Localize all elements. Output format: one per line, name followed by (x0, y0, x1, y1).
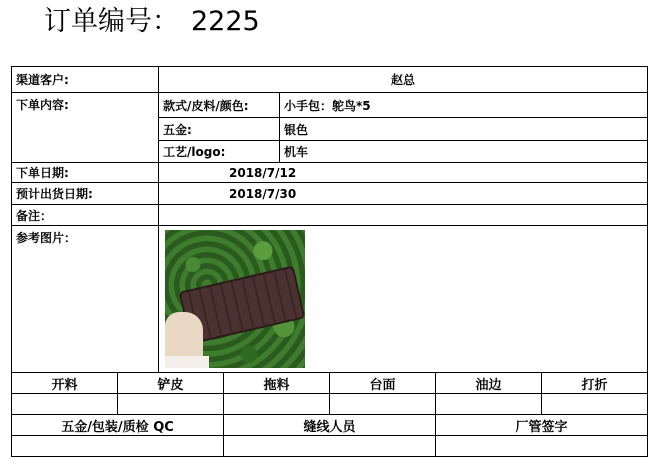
reference-row (12, 226, 648, 373)
signoff-sewing: 缝线人员 (224, 415, 436, 436)
process-blank-row (12, 394, 648, 415)
note-value (159, 205, 648, 226)
customer-row (12, 67, 648, 93)
step-bench-sign (330, 394, 436, 415)
content-label: 下单内容: (12, 93, 159, 163)
order-number-title (44, 4, 260, 40)
process-signoff-table (11, 372, 648, 457)
process-header-row (12, 373, 648, 394)
note-label: 备注： (12, 205, 159, 226)
order-date-row (12, 163, 648, 183)
order-number-value: 2225 (191, 6, 260, 37)
order-date-value: 2018/7/12 (159, 163, 648, 183)
signoff-header-row (12, 415, 648, 436)
step-edge-oil: 油边 (436, 373, 542, 394)
wristband-image (165, 356, 209, 368)
step-folding: 打折 (542, 373, 648, 394)
ship-date-row (12, 183, 648, 205)
customer-label: 渠道客户: (12, 67, 159, 93)
step-folding-sign (542, 394, 648, 415)
step-skiving: 铲皮 (118, 373, 224, 394)
step-skiving-sign (118, 394, 224, 415)
note-row (12, 205, 648, 226)
signoff-hardware-qc-sign (12, 436, 224, 457)
signoff-hardware-qc: 五金/包装/质检 QC (12, 415, 224, 436)
step-cutting: 开料 (12, 373, 118, 394)
step-cutting-sign (12, 394, 118, 415)
reference-label: 参考图片： (12, 226, 159, 373)
craft-logo-label: 工艺/logo: (159, 141, 280, 163)
ship-date-label: 预计出货日期: (12, 183, 159, 205)
style-leather-color-value: 小手包：鸵鸟*5 (280, 93, 648, 118)
reference-image-cell (159, 226, 648, 373)
hardware-label: 五金: (159, 118, 280, 141)
signoff-sewing-sign (224, 436, 436, 457)
style-leather-color-label: 款式/皮料/颜色: (159, 93, 280, 118)
order-form-table (11, 66, 648, 373)
reference-photo (165, 230, 305, 368)
step-dragging: 拖料 (224, 373, 330, 394)
signoff-manager: 厂管签字 (436, 415, 648, 436)
content-row (12, 93, 648, 118)
customer-value: 赵总 (159, 67, 648, 93)
order-date-label: 下单日期: (12, 163, 159, 183)
step-edge-oil-sign (436, 394, 542, 415)
signoff-manager-sign (436, 436, 648, 457)
step-bench: 台面 (330, 373, 436, 394)
signoff-blank-row (12, 436, 648, 457)
craft-logo-value: 机车 (280, 141, 648, 163)
hardware-value: 银色 (280, 118, 648, 141)
step-dragging-sign (224, 394, 330, 415)
order-number-label: 订单编号： (44, 6, 179, 37)
ship-date-value: 2018/7/30 (159, 183, 648, 205)
